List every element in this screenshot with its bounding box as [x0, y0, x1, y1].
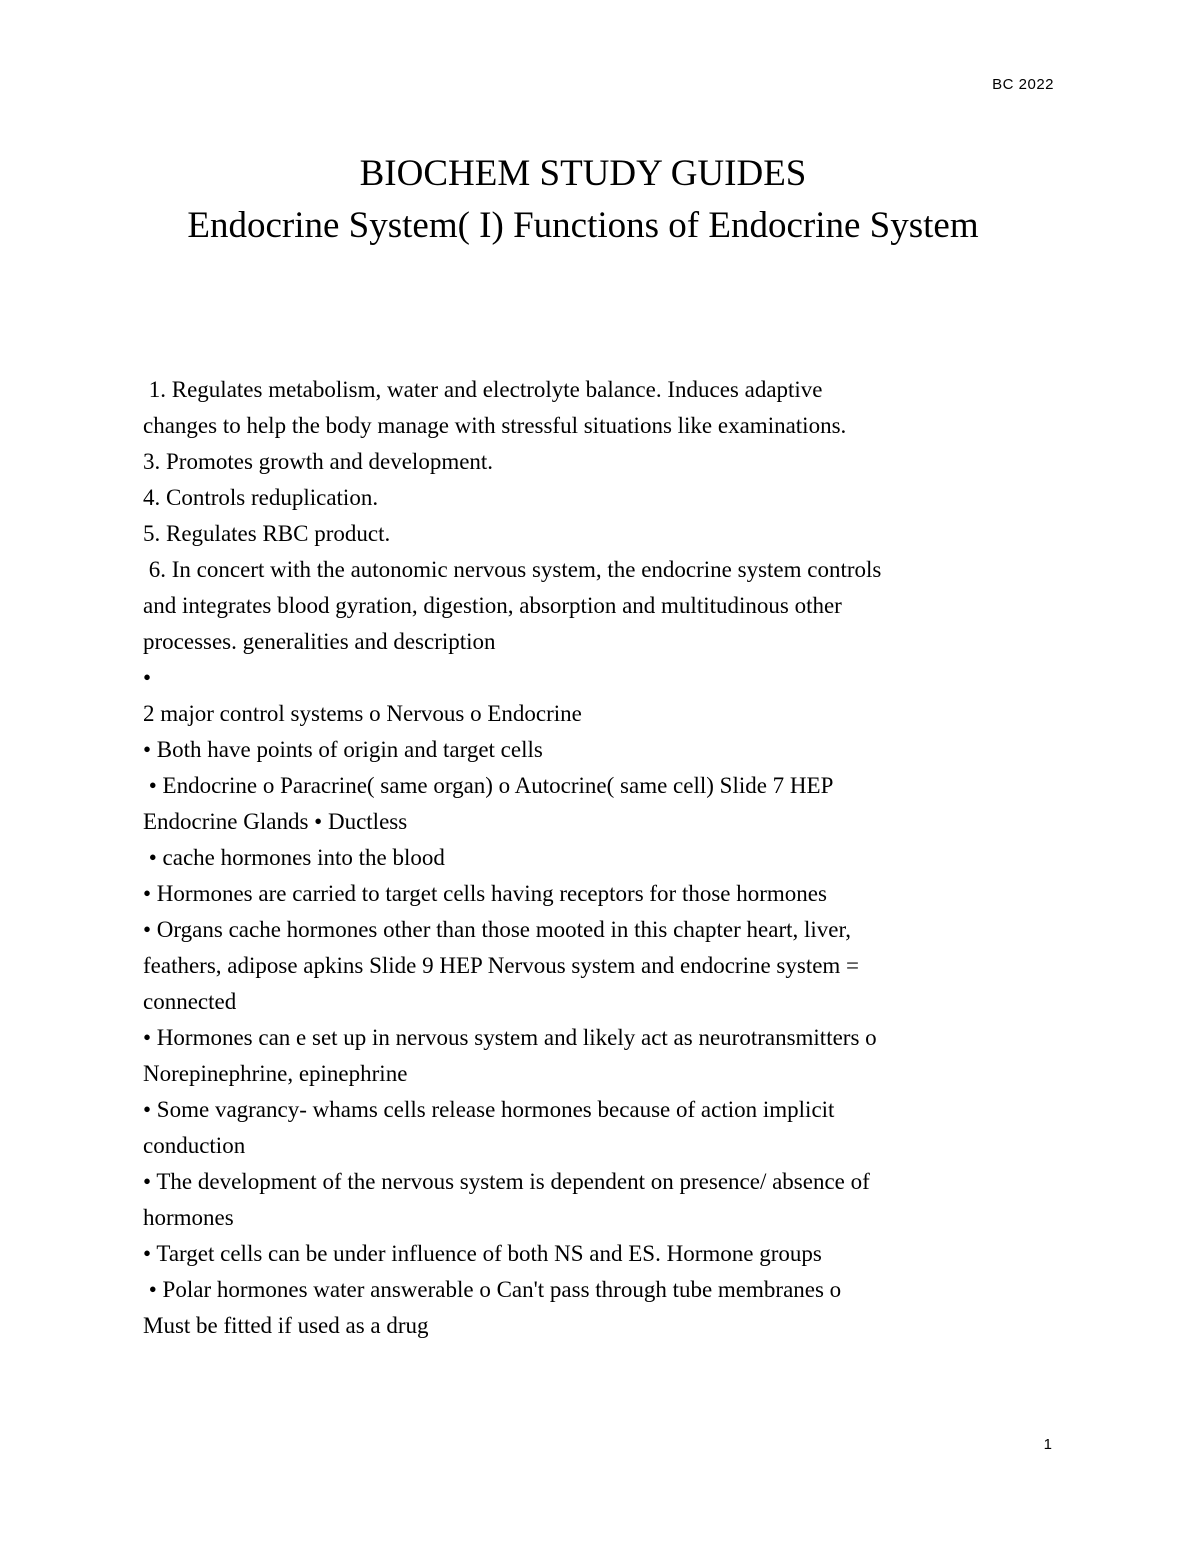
body-line: Must be fitted if used as a drug	[143, 1313, 429, 1338]
body-line: • Hormones can e set up in nervous system and likely act as neurotransmitters o	[143, 1025, 877, 1050]
body-line: • The development of the nervous system is dependent on presence/ absence of	[143, 1169, 870, 1194]
body-line: • Organs cache hormones other than those mooted in this chapter heart, liver,	[143, 917, 851, 942]
body-line: feathers, adipose apkins Slide 9 HEP Nervous system and endocrine system =	[143, 953, 860, 978]
body-line: • Polar hormones water answerable o Can't pass through tube membranes o	[143, 1277, 842, 1302]
body-line: conduction	[143, 1133, 246, 1158]
body-line: • Hormones are carried to target cells having receptors for those hormones	[143, 881, 827, 906]
document-subtitle: Endocrine System( I) Functions of Endocrine System	[187, 205, 979, 246]
body-line: • Endocrine o Paracrine( same organ) o Autocrine( same cell) Slide 7 HEP	[143, 773, 834, 798]
body-line: • cache hormones into the blood	[143, 845, 445, 870]
body-line: 6. In concert with the autonomic nervous system, the endocrine system controls	[143, 557, 882, 582]
title-block	[0, 148, 1166, 252]
body-line: 4. Controls reduplication.	[143, 485, 379, 510]
body-line: • Some vagrancy- whams cells release hormones because of action implicit	[143, 1097, 835, 1122]
document-title: BIOCHEM STUDY GUIDES	[359, 153, 807, 194]
body-line: • Target cells can be under influence of both NS and ES. Hormone groups	[143, 1241, 822, 1266]
body-line: processes. generalities and description	[143, 629, 496, 654]
body-line: 3. Promotes growth and development.	[143, 449, 494, 474]
body-line: Endocrine Glands • Ductless	[143, 809, 408, 834]
body-line: •	[143, 665, 152, 690]
body-line: 2 major control systems o Nervous o Endocrine	[143, 701, 582, 726]
body-line: changes to help the body manage with stressful situations like examinations.	[143, 413, 847, 438]
body-line: • Both have points of origin and target cells	[143, 737, 543, 762]
body-line: 1. Regulates metabolism, water and electrolyte balance. Induces adaptive	[143, 377, 823, 402]
body-line: Norepinephrine, epinephrine	[143, 1061, 408, 1086]
document-body	[143, 372, 1043, 1344]
body-line: and integrates blood gyration, digestion, absorption and multitudinous other	[143, 593, 842, 618]
body-line: 5. Regulates RBC product.	[143, 521, 391, 546]
body-line: hormones	[143, 1205, 234, 1230]
header-course-code: BC 2022	[992, 76, 1054, 93]
page-number: 1	[1043, 1436, 1052, 1453]
body-line: connected	[143, 989, 237, 1014]
